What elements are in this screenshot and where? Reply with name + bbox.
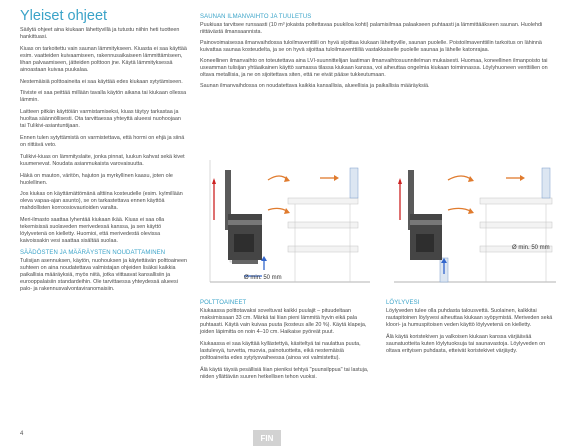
- stove-icon: [225, 170, 262, 264]
- paragraph: Häkä on mauton, väritön, hajuton ja myrkyllinen kaasu, joten ole huolellinen.: [20, 172, 173, 186]
- paragraph: Jos kiukas on käyttämättömänä alttiina kosteudelle (esim. kylmillään oleva vapaa-ajan asunto), se on tarkastettava ennen käyttöä mahdollisten korroosiovaurioiden varalta.: [20, 191, 183, 212]
- paragraph: Kiukaassa polttotavaksi soveltuvat kaikki puulajit – pituudeltaan maksimissaan 33 cm. Märkä tai liian pieni lämmitä hyvin eikä pala puhtaasti. Käytä vain kuivaa puuta (kosteus alle 20 %). Käytä klapeja, joiden läpimitta on noin 4–10 cm. Haikaise pyöreät puut.: [200, 308, 367, 335]
- left-column: [20, 8, 188, 298]
- paragraph: Meri-ilmasto saattaa lyhentää kiukaan ikää. Kiuas ei saa olla tekemisissä suolaveden merivedessä kanssa, ja sen käyttö löylyvetenä on kielletty. Huomioi, että merivedestä olevissa kaivoissakin vesi saattaa sisältää suolaa.: [20, 217, 165, 245]
- section-heading: SÄÄDÖSTEN JA MÄÄRÄYSTEN NOUDATTAMINEN: [20, 249, 166, 256]
- ventilation-diagram-2: [390, 150, 560, 290]
- section-heading: POLTTOAINEET: [200, 300, 247, 306]
- paragraph: Tulisijan asennuksen, käytön, nuohouksen ja käytettävän polttoaineen suhteen on aina noudatettava valmistajan ohjeiden lisäksi kaikkia paikallisia määräyksiä, myös niitä, jotka viittaavat kansallisiin ja eurooppalaisiin standardeihin. Ole tarvittaessa yhteydessä alueesi palo- ja rakennusvalvontaviranomaisiin.: [20, 257, 188, 292]
- vent-icon: [350, 168, 358, 198]
- paragraph: Painovoimaisessa ilmanvaihdossa tuloilmaventtiili on hyvä sijoittaa kiukaan lähettyville, saunan puolelle. Poistoilmaventtiilin tarkoitus on lähinnä kuivattaa saunaa kosteudelta, ja se on hyvä sijoittaa tuloilmaventtiiliä vastakkaiselle puolelle saunaa ja lähelle katonrajaa.: [200, 40, 542, 53]
- page-number: 4: [20, 431, 24, 437]
- section-heading: LÖYLYVESI: [386, 300, 420, 306]
- section-heading: SAUNAN ILMANVAIHTO JA TUULETUS: [200, 14, 312, 20]
- fuels-section: [200, 300, 372, 385]
- paragraph: Älä käytä täysiä pesällisiä liian pieniksi tehtyä "puunsilppua" tai lastuja, niiden yllättävän suuren hetkellisen tehon vuoksi.: [200, 366, 369, 380]
- paragraph: Saunan ilmanvaihdossa on noudatettava kaikkia kansallisia, alueellisia ja paikallisia määräyksiä.: [200, 83, 430, 89]
- paragraph: Tiiviste ei saa peittää millään tavalla käytön aikana tai kiukaan ollessa lämmin.: [20, 90, 187, 104]
- language-tab: FIN: [253, 430, 281, 446]
- stove-icon: [408, 170, 442, 260]
- paragraph: Koneellinen ilmanvaihto on toteutettava aina LVI-suunnittelijan laatiman ilmanvaihtosuunnitelman mukaisesti. Huomaa, koneellinen ilmanpoisto tai useamman tulisijan yhtäaikainen käyttö samassa tilassa kiukaan kanssa, voi aiheuttaa ongelmia kiukaan toiminnassa. Löylyhuoneen venttiilien on oltava metallisia, ja ne on sijoitettava siten, että ne eivät pääse tukkeutumaan.: [200, 58, 548, 78]
- dimension-label: Ø min. 50 mm: [512, 245, 550, 251]
- paragraph: Älä käytä koristekiven ja valkoisen kiukaan kanssa värjäävää saunatuotteita kuten löylytuoksuja tai saunavastoja. Löylyveden on oltava erityisen puhdasta, etteivät koristekivet värjäydy.: [386, 333, 546, 354]
- paragraph: Ennen tulen sytyttämistä on varmistettava, että hormi on ehjä ja siinä on riittävä veto.: [20, 134, 185, 148]
- ventilation-diagram-1: [200, 150, 375, 290]
- paragraph: Säilytä ohjeet aina kiukaan lähettyvillä ja tutustu niihin heti tuotteen hankittuasi.: [20, 27, 180, 40]
- paragraph: Tulikivi-kiuas on lämmityslaite, jonka pinnat, luukun kahvat sekä kivet kuumenevat. Noudata asianmukaista varovaisuutta.: [20, 153, 185, 167]
- right-column: [200, 14, 560, 94]
- paragraph: Kiukaassa ei saa käyttää kyllästettyä, käsiteltyä tai naulattua puuta, lastulevyä, turvetta, muovia, painotuotteita, eikä nestemäisiä polttoaineita edes sytytysvaiheessa (ainoa voi valmistettu).: [200, 340, 361, 361]
- paragraph: Löylyveden tulee olla puhdasta talousvettä. Suolainen, kalkkitai rautapitoinen löylyvesi aiheuttaa kiukaan syöpymistä. Meriveden sekä kloori- ja humuspitoisen veden käyttö löylyvetenä on kielletty.: [386, 308, 553, 328]
- paragraph: Kiuas on tarkoitettu vain saunan lämmitykseen. Kiuasta ei saa käyttää esim. vaatteiden kuivaamiseen, rakennusaikaiseen lämmittämiseen, lihan palvaamiseen, jätteiden polttoon jne. Käytä lämmityksessä ainoastaan kuivaa puukalaa.: [20, 45, 187, 73]
- paragraph: Nestemäisiä polttoaineita ei saa käyttää edes kiukaan sytytämiseen.: [20, 78, 183, 85]
- paragraph: Puukiuas tarvitsee runsaasti (10 m³ jokaista poltettavaa puukiloa kohti) palamisilmaa palaakseen puhtaasti ja lämmittääkseen saunan. Huolehdi riittävästä ilmansaannista.: [200, 22, 543, 35]
- vent-icon: [542, 168, 550, 198]
- dimension-label: Ø min. 50 mm: [244, 275, 282, 281]
- water-section: [386, 300, 560, 360]
- paragraph: Laitteen pitkän käyttöiän varmistamiseksi, kiuas täytyy tarkastaa ja huoltaa säännöllisesti. Ota tarvittaessa yhteyttä alueesi nuohoojaan tai Tulikivi-asiantuntijaan.: [20, 109, 181, 130]
- page-title: Yleiset ohjeet: [20, 8, 108, 24]
